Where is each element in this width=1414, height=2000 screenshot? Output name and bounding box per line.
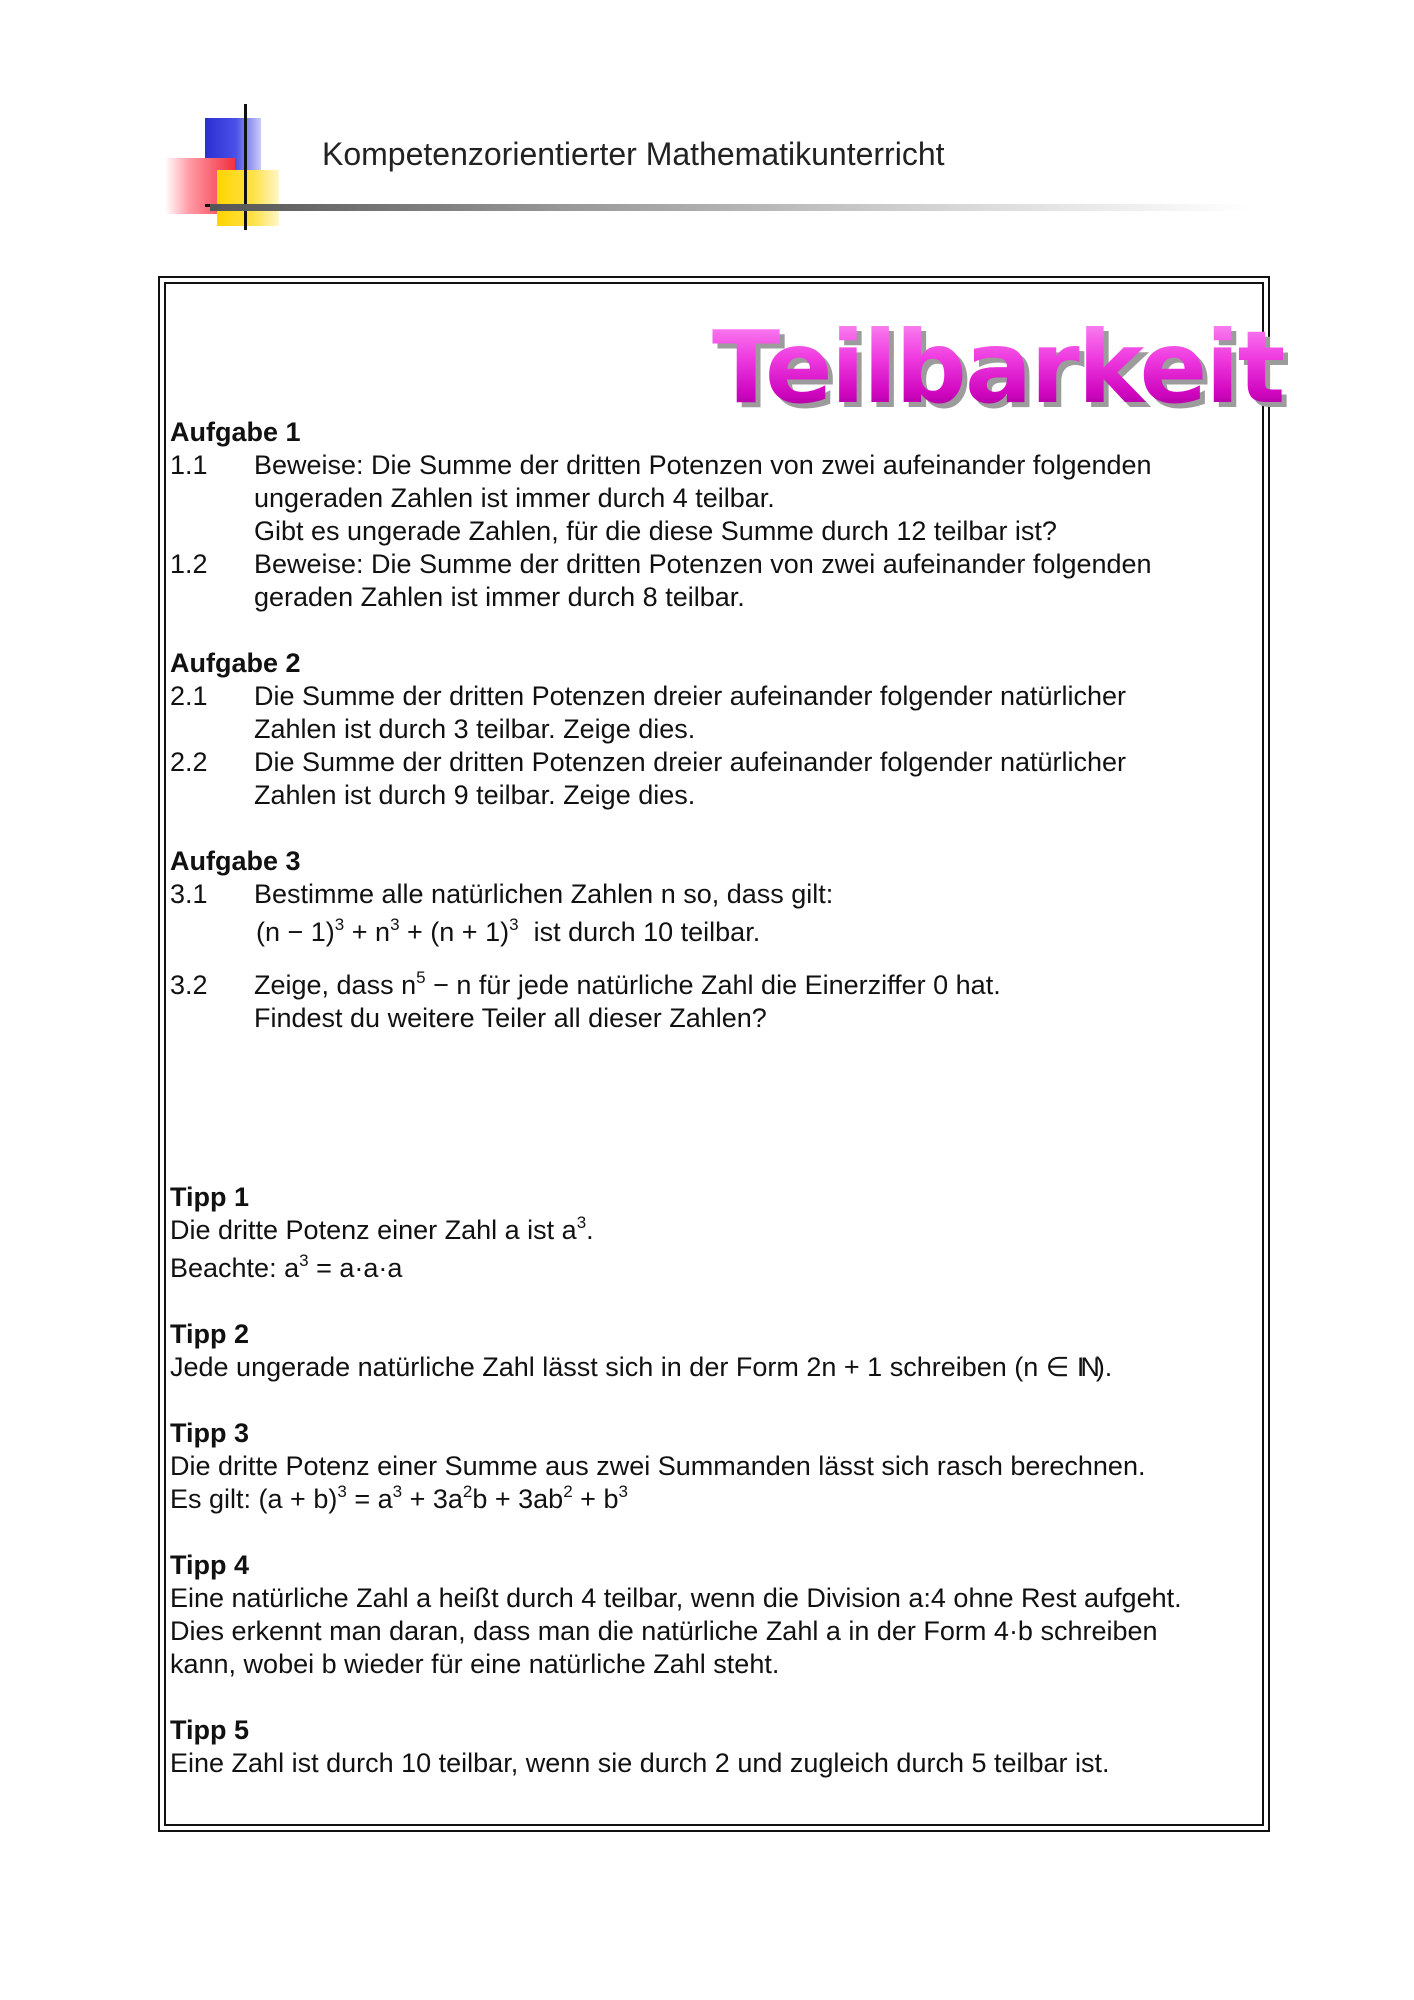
tipp-2-heading: Tipp 2 [170,1319,250,1349]
item-number: 1.2 [170,549,208,579]
item-number: 2.2 [170,747,208,777]
tipp-1-line-1: Die dritte Potenz einer Zahl a ist $a^3$. [170,1213,594,1245]
tipp-3-line-2: Es gilt: $(a + b)^3 = a^3 + 3a^2b + 3ab^2 + b^3$ [170,1482,628,1514]
tipp-1-line-2 [170,1252,1250,1285]
tipp-4-line-1: Eine natürliche Zahl a heißt durch 4 teilbar, wenn die Division a:4 ohne Rest aufgeht. [170,1583,1182,1613]
item-line: Zahlen ist durch 9 teilbar. Zeige dies. [254,780,696,810]
header-title: Kompetenzorientierter Mathematikunterricht [322,136,945,172]
logo-vertical-line [244,104,247,230]
formula-suffix: ist durch 10 teilbar. [533,917,761,947]
item-number: 2.1 [170,681,208,711]
binomial-cube-formula: $(a + b)^3 = a^3 + 3a^2b + 3ab^2 + b^3$ [258,1482,628,1514]
header-logo [165,100,315,235]
item-line: Findest du weitere Teiler all dieser Zahlen? [254,1003,767,1033]
item-line: Gibt es ungerade Zahlen, für die diese Summe durch 12 teilbar ist? [254,516,1057,546]
header-rule [210,204,1250,211]
item-number: 1.1 [170,450,208,480]
item-line: Zahlen ist durch 3 teilbar. Zeige dies. [254,714,696,744]
tipp-4-line-3: kann, wobei b wieder für eine natürliche Zahl steht. [170,1649,780,1679]
item-line: geraden Zahlen ist immer durch 8 teilbar. [254,582,745,612]
worksheet-content [170,416,1250,1780]
aufgabe-2-1 [170,680,1250,746]
logo-yellow-square [217,170,279,226]
cube-product-formula: $a^3 = a\cdot a\cdot a$ [284,1251,403,1283]
item-line: Bestimme alle natürlichen Zahlen n so, dass gilt: [254,879,834,909]
tipp-5-line-1: Eine Zahl ist durch 10 teilbar, wenn sie durch 2 und zugleich durch 5 teilbar ist. [170,1748,1110,1778]
item-line: ungeraden Zahlen ist immer durch 4 teilbar. [254,483,775,513]
tipp-1-prefix: Beachte: [170,1253,277,1283]
tipp-3-heading: Tipp 3 [170,1418,250,1448]
aufgabe-3-heading: Aufgabe 3 [170,846,301,876]
tipp-3-line-1: Die dritte Potenz einer Summe aus zwei Summanden lässt sich rasch berechnen. [170,1451,1146,1481]
aufgabe-1-1 [170,449,1250,548]
aufgabe-3-1-formula [170,911,1250,953]
item-line [254,969,1250,1002]
item-suffix: für jede natürliche Zahl die Einerziffer 0 hat. [478,970,1001,1000]
item-line: Die Summe der dritten Potenzen dreier aufeinander folgender natürlicher [254,747,1127,777]
tipp-4-line-2: Dies erkennt man daran, dass man die natürliche Zahl a in der Form 4·b schreiben [170,1616,1158,1646]
tipp-1-heading: Tipp 1 [170,1182,250,1212]
item-line: Beweise: Die Summe der dritten Potenzen von zwei aufeinander folgenden [254,450,1152,480]
item-prefix: Zeige, dass [254,970,394,1000]
aufgabe-1-2 [170,548,1250,614]
tipp-2-line: Jede ungerade natürliche Zahl lässt sich in der Form 2n + 1 schreiben (n ∈ IN). [170,1352,1113,1382]
n-in-N-formula: n ∈ IN [1023,1352,1096,1382]
aufgabe-2-heading: Aufgabe 2 [170,648,301,678]
item-line: Die Summe der dritten Potenzen dreier aufeinander folgender natürlicher [254,681,1127,711]
tipp-4-heading: Tipp 4 [170,1550,250,1580]
aufgabe-3-1 [170,878,1250,911]
four-times-b-formula: 4·b [993,1616,1033,1646]
aufgabe-2-2 [170,746,1250,812]
n5-minus-n-formula: $n^5 - n$ [401,968,472,1000]
item-number: 3.2 [170,970,208,1000]
cube-sum-formula: $(n - 1)^3 + n^3 + (n + 1)^3$ [256,915,519,947]
item-number: 3.1 [170,879,208,909]
tipp-5-heading: Tipp 5 [170,1715,250,1745]
aufgabe-1-heading: Aufgabe 1 [170,417,301,447]
wordart-title: Teilbarkeit [712,309,1284,426]
odd-number-formula: 2n + 1 [806,1352,883,1382]
item-line: Beweise: Die Summe der dritten Potenzen von zwei aufeinander folgenden [254,549,1152,579]
aufgabe-3-2 [170,969,1250,1035]
